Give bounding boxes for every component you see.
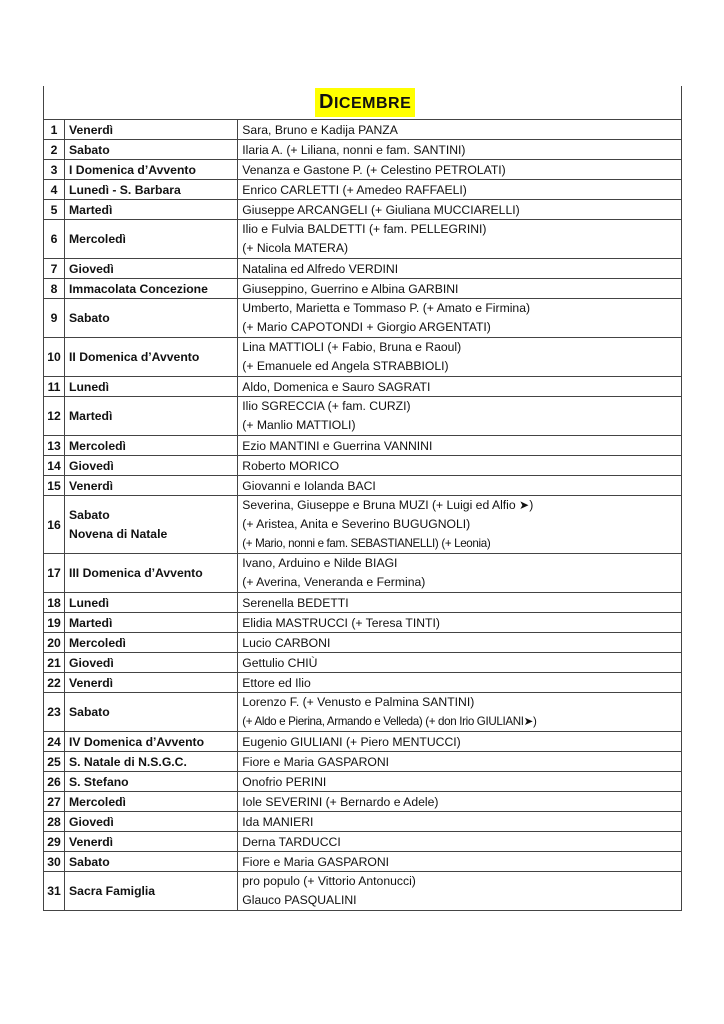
intention-names xyxy=(238,160,682,180)
day-number: 14 xyxy=(44,456,65,476)
intention-names xyxy=(238,752,682,772)
day-number: 2 xyxy=(44,140,65,160)
intention-names xyxy=(238,653,682,673)
intention-names xyxy=(238,554,682,593)
day-name xyxy=(65,673,238,693)
intention-line: Severina, Giuseppe e Bruna MUZI (+ Luigi ed Alfio ➤) xyxy=(242,498,534,512)
day-name-line: Martedì xyxy=(69,202,113,217)
day-name-line: Venerdì xyxy=(69,675,114,690)
intentions-calendar xyxy=(43,86,682,911)
day-name-line: Sabato xyxy=(69,705,110,719)
table-row xyxy=(44,279,682,299)
day-name-line: IV Domenica d’Avvento xyxy=(69,734,205,749)
day-name-line: Lunedì xyxy=(69,595,109,610)
table-row xyxy=(44,872,682,911)
day-number: 27 xyxy=(44,792,65,812)
day-number: 18 xyxy=(44,593,65,613)
intention-line: Gettulio CHIÙ xyxy=(242,655,318,670)
intention-names xyxy=(238,397,682,436)
table-row xyxy=(44,593,682,613)
intention-line: Fiore e Maria GASPARONI xyxy=(242,754,390,769)
day-name xyxy=(65,436,238,456)
day-name xyxy=(65,259,238,279)
day-number: 30 xyxy=(44,852,65,872)
day-number: 5 xyxy=(44,200,65,220)
month-title-rest: ICEMBRE xyxy=(333,95,412,112)
intention-line: Lina MATTIOLI (+ Fabio, Bruna e Raoul) xyxy=(242,340,462,354)
day-name xyxy=(65,852,238,872)
intention-line: Fiore e Maria GASPARONI xyxy=(242,854,390,869)
month-title xyxy=(315,88,415,117)
month-title-initial: D xyxy=(319,91,334,113)
day-name xyxy=(65,792,238,812)
intention-names xyxy=(238,496,682,554)
day-name-line: Sabato xyxy=(69,311,110,325)
intention-names xyxy=(238,279,682,299)
intention-line: Lucio CARBONI xyxy=(242,635,331,650)
table-row xyxy=(44,554,682,593)
intention-line: Giovanni e Iolanda BACI xyxy=(242,478,376,493)
day-name xyxy=(65,772,238,792)
intention-line: Roberto MORICO xyxy=(242,458,340,473)
intention-names xyxy=(238,456,682,476)
day-name xyxy=(65,279,238,299)
intention-line: Ida MANIERI xyxy=(242,814,314,829)
day-number: 12 xyxy=(44,397,65,436)
intention-names xyxy=(238,852,682,872)
day-number: 7 xyxy=(44,259,65,279)
day-name-line: Lunedì - S. Barbara xyxy=(69,182,181,197)
day-name xyxy=(65,593,238,613)
table-row xyxy=(44,397,682,436)
day-name xyxy=(65,397,238,436)
day-number: 23 xyxy=(44,693,65,732)
intention-line: (+ Nicola MATERA) xyxy=(242,241,349,255)
day-name-line: S. Stefano xyxy=(69,774,129,789)
intention-names xyxy=(238,792,682,812)
intention-names xyxy=(238,259,682,279)
day-name-line: Venerdì xyxy=(69,834,114,849)
day-number: 19 xyxy=(44,613,65,633)
day-name-line: Sabato xyxy=(69,854,110,869)
intention-names xyxy=(238,832,682,852)
day-name-line: Mercoledì xyxy=(69,232,126,246)
table-row xyxy=(44,613,682,633)
intention-line: Ivano, Arduino e Nilde BIAGI xyxy=(242,556,398,570)
day-number: 4 xyxy=(44,180,65,200)
day-name-line: Giovedì xyxy=(69,655,114,670)
intention-line: Giuseppe ARCANGELI (+ Giuliana MUCCIARELLI) xyxy=(242,202,520,217)
day-name-line: Giovedì xyxy=(69,814,114,829)
intention-names xyxy=(238,613,682,633)
day-name xyxy=(65,653,238,673)
table-row xyxy=(44,792,682,812)
day-number: 1 xyxy=(44,120,65,140)
day-name-line: Venerdì xyxy=(69,122,114,137)
intention-line: (+ Emanuele ed Angela STRABBIOLI) xyxy=(242,359,449,373)
intention-line: Umberto, Marietta e Tommaso P. (+ Amato e Firmina) xyxy=(242,301,531,315)
table-row xyxy=(44,160,682,180)
day-name-line: Mercoledì xyxy=(69,635,126,650)
intention-names xyxy=(238,476,682,496)
day-number: 10 xyxy=(44,338,65,377)
table-row xyxy=(44,812,682,832)
table-row xyxy=(44,120,682,140)
day-number: 11 xyxy=(44,377,65,397)
intention-names xyxy=(238,200,682,220)
day-number: 22 xyxy=(44,673,65,693)
day-name xyxy=(65,812,238,832)
intention-names xyxy=(238,593,682,613)
table-row xyxy=(44,476,682,496)
day-number: 31 xyxy=(44,872,65,911)
day-name-line: Martedì xyxy=(69,409,113,423)
table-row xyxy=(44,220,682,259)
intention-line: Ettore ed Ilio xyxy=(242,675,311,690)
table-row xyxy=(44,633,682,653)
table-row xyxy=(44,259,682,279)
day-number: 6 xyxy=(44,220,65,259)
intention-names xyxy=(238,732,682,752)
day-name-line: Giovedì xyxy=(69,261,114,276)
day-number: 13 xyxy=(44,436,65,456)
intention-line: (+ Aldo e Pierina, Armando e Velleda) (+ don Irio GIULIANI➤) xyxy=(242,715,537,728)
intention-line: Glauco PASQUALINI xyxy=(242,893,357,907)
intention-line: Enrico CARLETTI (+ Amedeo RAFFAELI) xyxy=(242,182,467,197)
day-number: 29 xyxy=(44,832,65,852)
day-name xyxy=(65,180,238,200)
intention-line: Lorenzo F. (+ Venusto e Palmina SANTINI) xyxy=(242,695,475,709)
day-name xyxy=(65,613,238,633)
intention-line: Giuseppino, Guerrino e Albina GARBINI xyxy=(242,281,459,296)
intention-names xyxy=(238,180,682,200)
day-name-line: Novena di Natale xyxy=(69,526,168,541)
day-name xyxy=(65,299,238,338)
day-name-line: Giovedì xyxy=(69,458,114,473)
table-row xyxy=(44,673,682,693)
intention-line: Natalina ed Alfredo VERDINI xyxy=(242,261,399,276)
day-name xyxy=(65,554,238,593)
intention-names xyxy=(238,673,682,693)
day-name-line: Mercoledì xyxy=(69,794,126,809)
intention-names xyxy=(238,633,682,653)
day-name xyxy=(65,456,238,476)
table-row xyxy=(44,456,682,476)
table-row xyxy=(44,436,682,456)
intention-line: (+ Averina, Veneranda e Fermina) xyxy=(242,575,426,589)
day-name xyxy=(65,120,238,140)
day-number: 25 xyxy=(44,752,65,772)
table-row xyxy=(44,338,682,377)
intention-line: (+ Aristea, Anita e Severino BUGUGNOLI) xyxy=(242,517,471,531)
intention-line: (+ Mario CAPOTONDI + Giorgio ARGENTATI) xyxy=(242,320,491,334)
intention-names xyxy=(238,812,682,832)
day-name-line: Venerdì xyxy=(69,478,114,493)
intention-line: Sara, Bruno e Kadija PANZA xyxy=(242,122,398,137)
table-row xyxy=(44,752,682,772)
intention-names xyxy=(238,140,682,160)
table-row xyxy=(44,852,682,872)
intention-line: pro populo (+ Vittorio Antonucci) xyxy=(242,874,416,888)
intention-line: Iole SEVERINI (+ Bernardo e Adele) xyxy=(242,794,439,809)
day-name xyxy=(65,377,238,397)
day-name-line: Sabato xyxy=(69,142,110,157)
intention-names xyxy=(238,436,682,456)
day-name-line: Martedì xyxy=(69,615,113,630)
table-row xyxy=(44,377,682,397)
intention-names xyxy=(238,299,682,338)
day-name xyxy=(65,693,238,732)
intention-names xyxy=(238,120,682,140)
table-row xyxy=(44,140,682,160)
day-name xyxy=(65,160,238,180)
day-name-line: Sacra Famiglia xyxy=(69,884,156,898)
day-number: 16 xyxy=(44,496,65,554)
intention-line: Ilio e Fulvia BALDETTI (+ fam. PELLEGRINI) xyxy=(242,222,487,236)
intention-names xyxy=(238,220,682,259)
day-name xyxy=(65,732,238,752)
day-name-line: Immacolata Concezione xyxy=(69,281,208,296)
intention-line: Venanza e Gastone P. (+ Celestino PETROLATI) xyxy=(242,162,506,177)
intention-line: Onofrio PERINI xyxy=(242,774,327,789)
day-name xyxy=(65,338,238,377)
day-name xyxy=(65,200,238,220)
table-row xyxy=(44,732,682,752)
day-name xyxy=(65,633,238,653)
intention-line: Serenella BEDETTI xyxy=(242,595,349,610)
intentions-table xyxy=(43,119,682,911)
intention-names xyxy=(238,338,682,377)
table-row xyxy=(44,832,682,852)
day-name-line: Lunedì xyxy=(69,379,109,394)
day-name-line: III Domenica d’Avvento xyxy=(69,566,203,580)
table-row xyxy=(44,200,682,220)
intention-line: Ezio MANTINI e Guerrina VANNINI xyxy=(242,438,433,453)
intention-line: Elidia MASTRUCCI (+ Teresa TINTI) xyxy=(242,615,440,630)
day-number: 9 xyxy=(44,299,65,338)
day-number: 17 xyxy=(44,554,65,593)
table-row xyxy=(44,693,682,732)
day-number: 8 xyxy=(44,279,65,299)
intention-names xyxy=(238,772,682,792)
day-name-line: II Domenica d’Avvento xyxy=(69,350,200,364)
day-name xyxy=(65,752,238,772)
day-name xyxy=(65,220,238,259)
table-row xyxy=(44,653,682,673)
day-number: 24 xyxy=(44,732,65,752)
intention-line: Aldo, Domenica e Sauro SAGRATI xyxy=(242,379,431,394)
day-number: 3 xyxy=(44,160,65,180)
day-name-line: I Domenica d’Avvento xyxy=(69,162,196,177)
table-row xyxy=(44,772,682,792)
day-name xyxy=(65,872,238,911)
intention-line: Ilio SGRECCIA (+ fam. CURZI) xyxy=(242,399,411,413)
table-row xyxy=(44,180,682,200)
day-name-line: Sabato xyxy=(69,507,110,522)
intention-line: Derna TARDUCCI xyxy=(242,834,341,849)
intention-line: (+ Mario, nonni e fam. SEBASTIANELLI) (+ Leonia) xyxy=(242,537,491,550)
day-number: 21 xyxy=(44,653,65,673)
day-name xyxy=(65,832,238,852)
day-name-line: Mercoledì xyxy=(69,438,126,453)
title-row xyxy=(43,86,682,119)
intention-names xyxy=(238,872,682,911)
intention-line: Ilaria A. (+ Liliana, nonni e fam. SANTINI) xyxy=(242,142,466,157)
intention-line: (+ Manlio MATTIOLI) xyxy=(242,418,356,432)
day-number: 28 xyxy=(44,812,65,832)
day-name xyxy=(65,140,238,160)
intention-names xyxy=(238,693,682,732)
table-row xyxy=(44,299,682,338)
day-name xyxy=(65,496,238,554)
day-name xyxy=(65,476,238,496)
day-number: 15 xyxy=(44,476,65,496)
day-number: 20 xyxy=(44,633,65,653)
intention-names xyxy=(238,377,682,397)
table-row xyxy=(44,496,682,554)
day-name-line: S. Natale di N.S.G.C. xyxy=(69,754,187,769)
intention-line: Eugenio GIULIANI (+ Piero MENTUCCI) xyxy=(242,734,461,749)
day-number: 26 xyxy=(44,772,65,792)
